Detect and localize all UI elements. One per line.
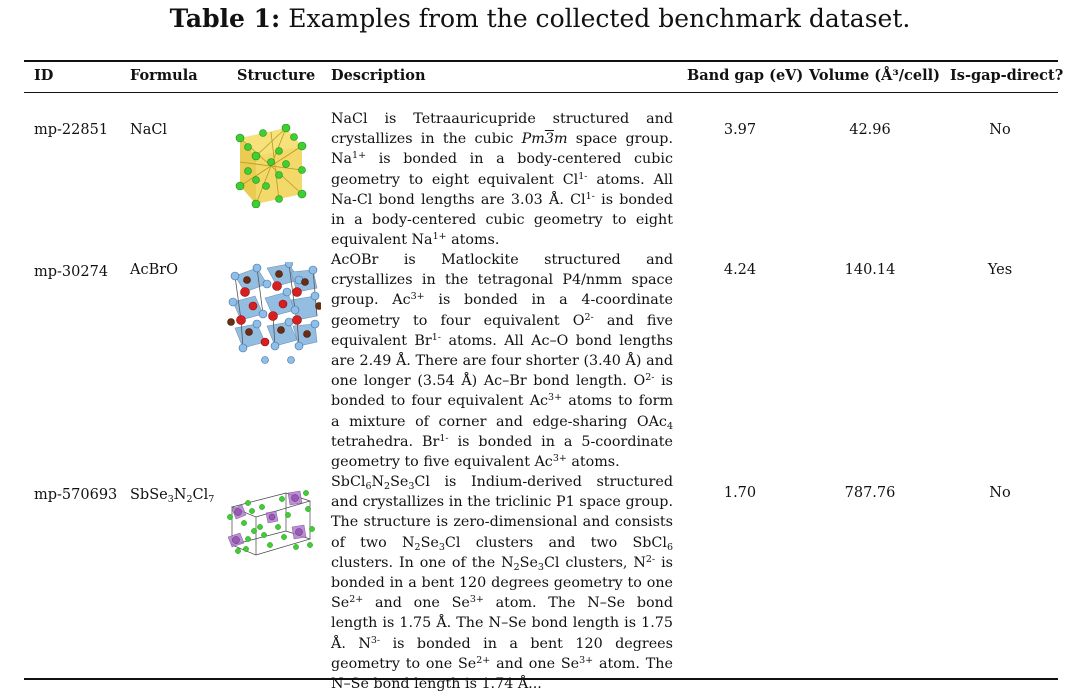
row-description: $SbCl_6N_2Se_3Cl$ is Indium-derived structured and crystallizes in the triclinic P1 space group. The structure is zero-dimensional and consists of two $N_2Se_3Cl$ clusters and two SbCl$_6$ clusters. In one of the $N_2Se_3Cl$ clusters, $N^{2-}$ is bonded in a bent 120 degrees geometry to one $Se^{2+}$ and one $Se^{3+}$ atom. The N–Se bond length is 1.75 Å. The N–Se bond length is 1.75 Å. $N^{3-}$ is bonded in a bent 120 degrees geometry to one $Se^{2+}$ and one $Se^{3+}$ atom. The N–Se bond length is 1.74 Å... [331,474,673,693]
row-volume: 140.14 [844,262,896,278]
sbse3n2cl7-crystal-structure-icon [226,487,316,557]
nacl-crystal-structure-icon [226,124,308,208]
row-volume: 787.76 [844,485,896,501]
row-id: mp-570693 [34,487,118,503]
row-band-gap: 4.24 [723,262,757,278]
row-description: AcOBr is Matlockite structured and crystallizes in the tetragonal P4/nmm space group. $Ac^{3+}$ is bonded in a 4-coordinate geometry to four equivalent $O^{2-}$ and five equivalent $Br^{1-}$ atoms. All Ac–O bond lengths are 2.49 Å. There are four shorter (3.40 Å) and one longer (3.54 Å) Ac–Br bond length. $O^{2-}$ is bonded to four equivalent $Ac^{3+}$ atoms to form a mixture of corner and edge-sharing OAc$_4$ tetrahedra. $Br^{1-}$ is bonded in a 5-coordinate geometry to five equivalent $Ac^{3+}$ atoms. [331,252,673,471]
row-is-gap-direct: No [989,122,1011,138]
row-formula: NaCl [130,122,168,138]
row-band-gap: 3.97 [723,122,757,138]
table-caption [0,4,1080,33]
header-formula: Formula [130,67,198,84]
row-formula: $SbSe_3N_2Cl_7$ [130,487,215,505]
row-formula: AcBrO [130,262,179,278]
row-volume: 42.96 [849,122,891,138]
row-band-gap: 1.70 [723,485,757,501]
header-id: ID [34,67,54,84]
table-caption-text: Examples from the collected benchmark dataset. [288,4,911,33]
row-id: mp-30274 [34,264,109,280]
acbro-crystal-structure-icon [227,262,321,366]
header-description: Description [331,67,426,84]
header-structure: Structure [237,67,316,84]
header-band-gap: Band gap (eV) [687,67,804,84]
table-header-rule [24,92,1058,93]
table-top-rule [24,60,1058,62]
row-id: mp-22851 [34,122,109,138]
table-caption-label: Table 1: [169,4,281,33]
header-is-gap-direct: Is-gap-direct? [950,67,1064,84]
row-is-gap-direct: No [989,485,1011,501]
row-is-gap-direct: Yes [987,262,1013,278]
row-description: NaCl is Tetraauricupride structured and crystallizes in the cubic Pm3m space group. $Na^{1+}$ is bonded in a body-centered cubic geometry to eight equivalent $Cl^{1-}$ atoms. All Na-Cl bond lengths are 3.03 Å. $Cl^{1-}$ is bonded in a body-centered cubic geometry to eight equivalent $Na^{1+}$ atoms. [331,111,674,249]
header-volume: Volume (Å³/cell) [809,67,940,84]
